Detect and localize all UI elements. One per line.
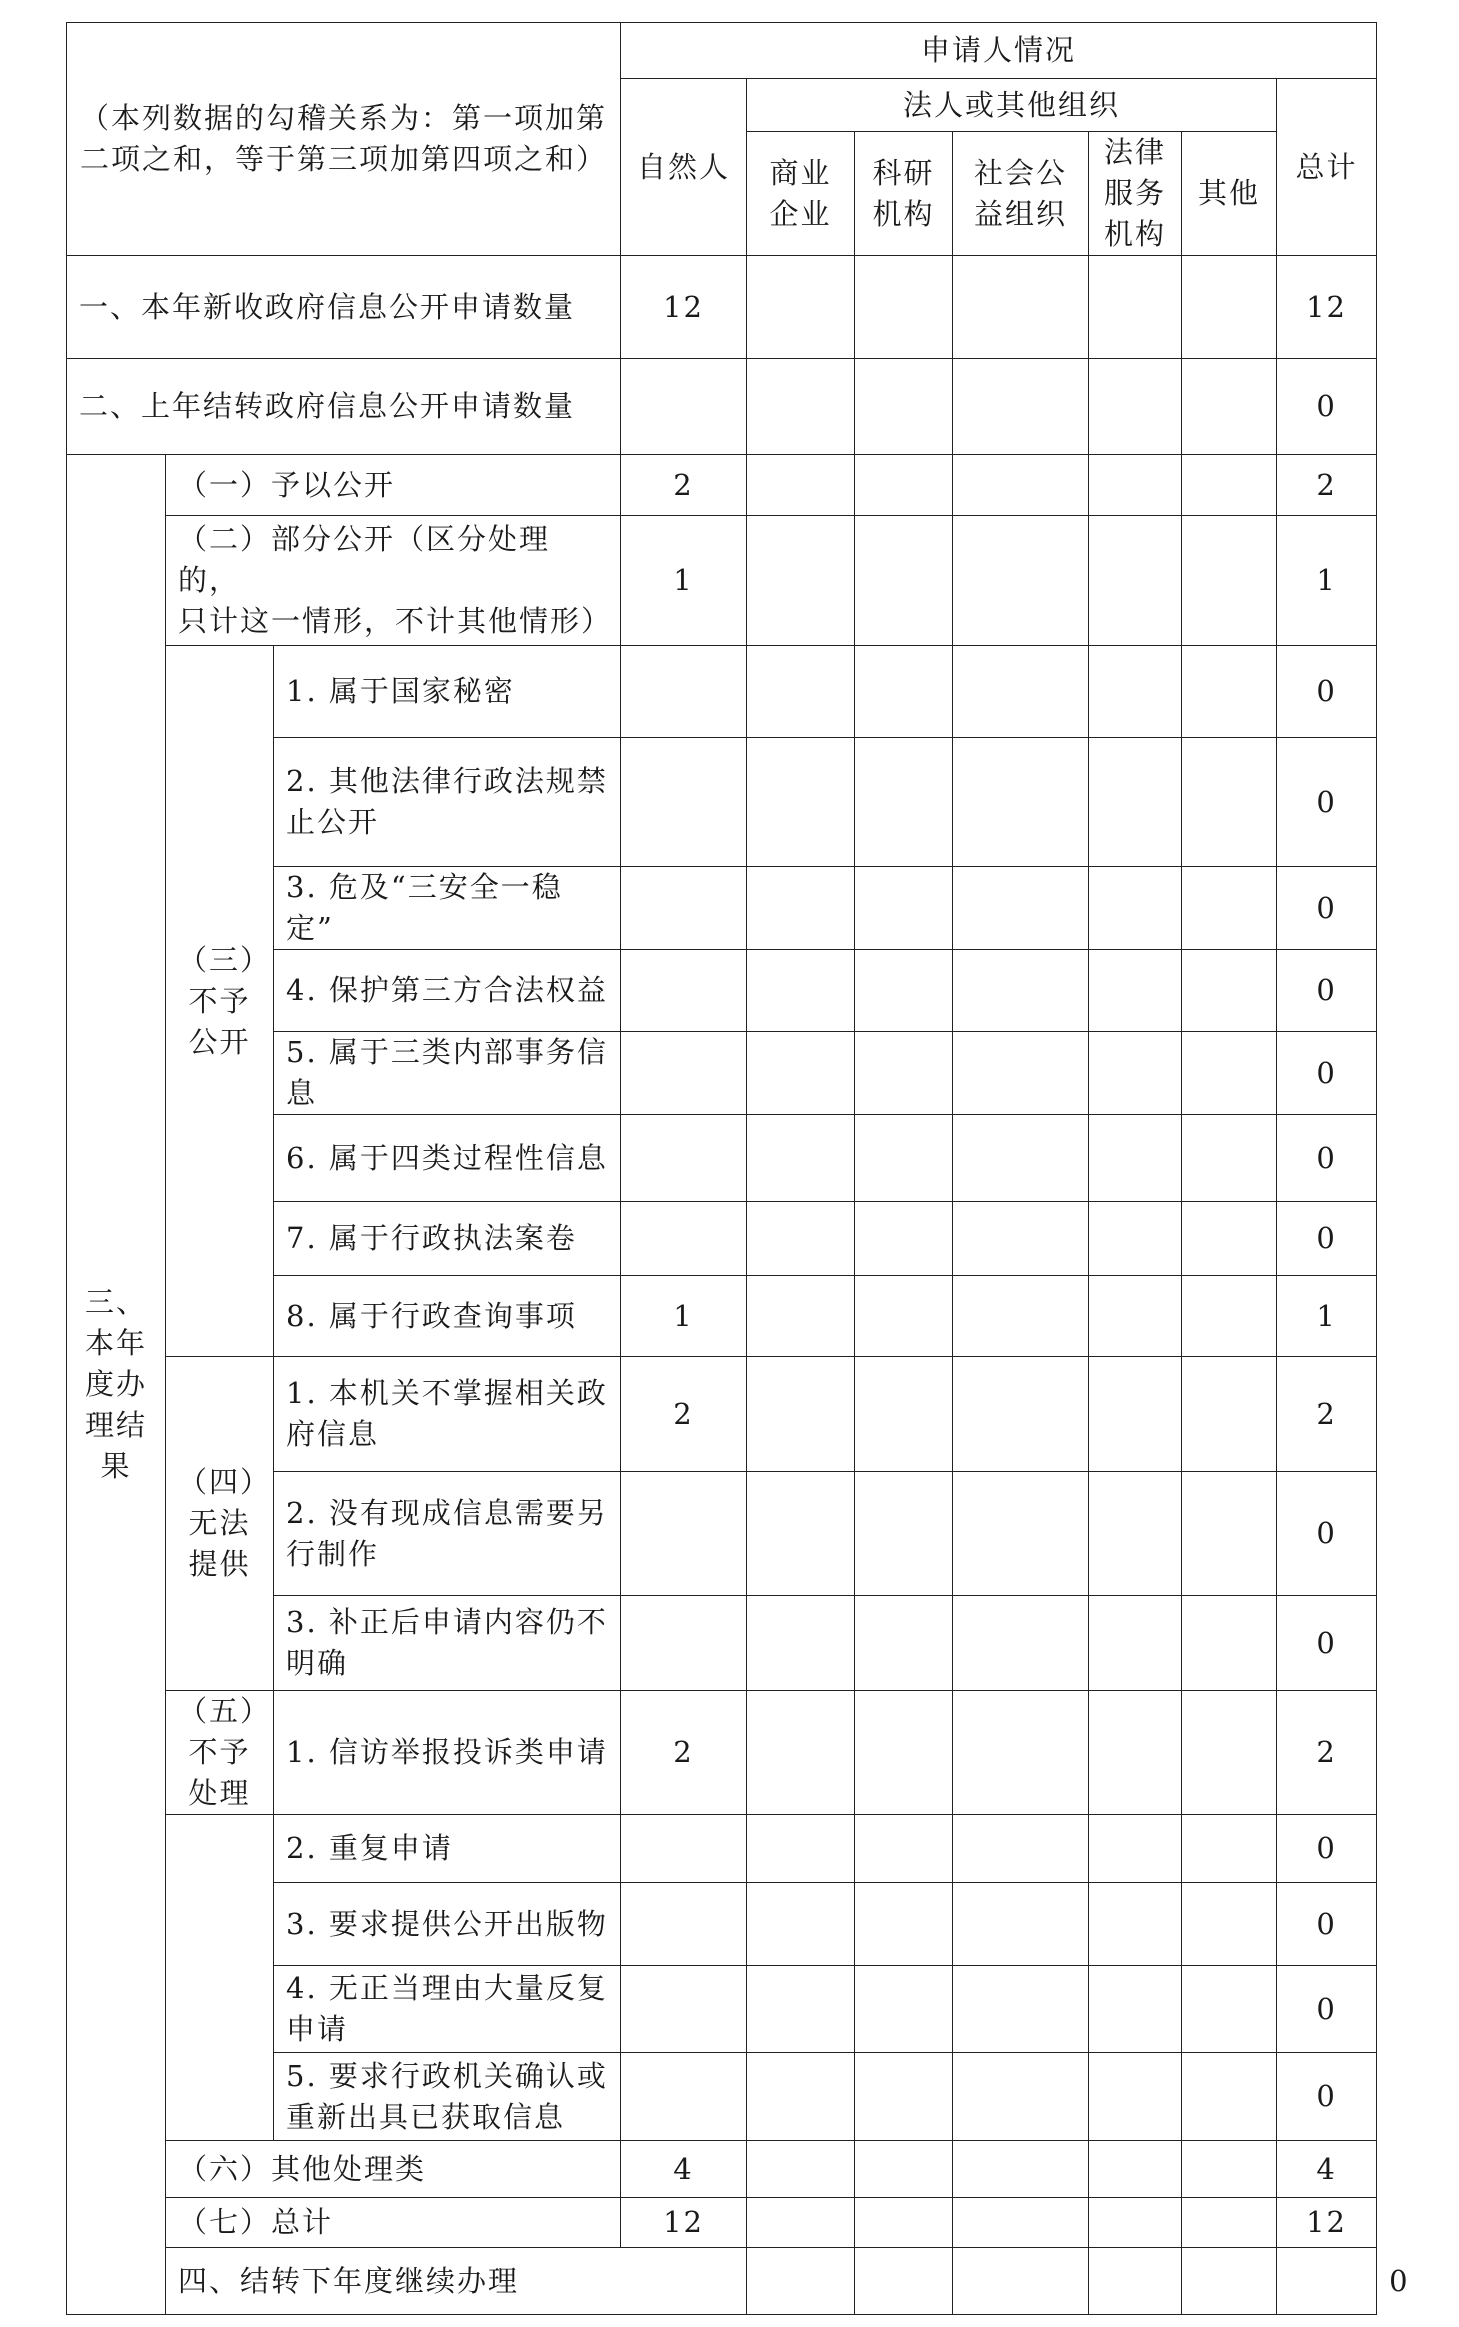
natural-person-value (621, 646, 747, 738)
header-other: 其他 (1182, 132, 1277, 256)
natural-person-value (621, 1596, 747, 1691)
natural-person-value (621, 1472, 747, 1596)
row-label: 1. 信访举报投诉类申请 (274, 1691, 621, 1815)
natural-person-value (621, 1883, 747, 1966)
total-value: 12 (1277, 2198, 1377, 2248)
total-value: 0 (1277, 1202, 1377, 1276)
row-label: 1. 属于国家秘密 (274, 646, 621, 738)
table-row (67, 256, 1377, 359)
natural-person-value (621, 867, 747, 950)
total-value: 2 (1277, 1357, 1377, 1472)
row-label: 二、上年结转政府信息公开申请数量 (67, 359, 621, 455)
header-research: 科研 机构 (855, 132, 953, 256)
total-value: 0 (1277, 646, 1377, 738)
total-value: 2 (1277, 455, 1377, 516)
header-note: （本列数据的勾稽关系为：第一项加第 二项之和，等于第三项加第四项之和） (67, 23, 621, 256)
total-value: 0 (1277, 1883, 1377, 1966)
header-legal-service: 法律 服务 机构 (1089, 132, 1182, 256)
total-value: 0 (1277, 359, 1377, 455)
natural-person-value: 12 (621, 2198, 747, 2248)
natural-person-value (621, 1202, 747, 1276)
natural-person-value: 2 (621, 1691, 747, 1815)
header-applicant-situation: 申请人情况 (621, 23, 1377, 79)
row-label: 8. 属于行政查询事项 (274, 1276, 621, 1357)
natural-person-value: 1 (621, 1276, 747, 1357)
section3-label: 三、 本年 度办 理结 果 (67, 455, 166, 2315)
not-process-group-label: （五） 不予 处理 (166, 1691, 274, 1815)
row-label: 四、结转下年度继续办理 (166, 2248, 747, 2315)
total-value: 0 (1277, 1596, 1377, 1691)
total-value: 0 (1277, 1032, 1377, 1115)
total-value: 12 (1277, 256, 1377, 359)
natural-person-value (621, 950, 747, 1032)
not-public-group-label: （三） 不予 公开 (166, 646, 274, 1357)
total-value: 0 (1277, 2053, 1377, 2141)
total-value: 0 (1277, 867, 1377, 950)
government-info-disclosure-table (66, 22, 1410, 2315)
row-label: 2. 没有现成信息需要另 行制作 (274, 1472, 621, 1596)
row-label: 5. 要求行政机关确认或 重新出具已获取信息 (274, 2053, 621, 2141)
row-label: 7. 属于行政执法案卷 (274, 1202, 621, 1276)
table-row: 四、结转下年度继续办理 0 (67, 2248, 1377, 2315)
cannot-provide-group-label: （四） 无法 提供 (166, 1357, 274, 1691)
table-row (67, 359, 1377, 455)
header-legal-or-other: 法人或其他组织 (747, 79, 1277, 132)
total-value: 0 (1277, 738, 1377, 867)
row-label: （一）予以公开 (166, 455, 621, 516)
header-commercial: 商业 企业 (747, 132, 855, 256)
natural-person-value (621, 2053, 747, 2141)
header-public-welfare: 社会公 益组织 (953, 132, 1089, 256)
natural-person-value: 1 (621, 516, 747, 646)
row-label: 5. 属于三类内部事务信 息 (274, 1032, 621, 1115)
table-row (67, 455, 1377, 516)
row-label: 6. 属于四类过程性信息 (274, 1115, 621, 1202)
natural-person-value (621, 738, 747, 867)
natural-person-value (621, 1966, 747, 2053)
table-row (67, 2141, 1377, 2198)
row-label: 2. 其他法律行政法规禁 止公开 (274, 738, 621, 867)
row-label: 3. 补正后申请内容仍不 明确 (274, 1596, 621, 1691)
natural-person-value (621, 1815, 747, 1883)
table-row (67, 516, 1377, 646)
natural-person-value (621, 359, 747, 455)
total-value: 4 (1277, 2141, 1377, 2198)
table-row (67, 646, 1377, 738)
table-row (67, 1691, 1377, 1815)
total-value: 1 (1277, 516, 1377, 646)
row-label: 2. 重复申请 (274, 1815, 621, 1883)
natural-person-value: 12 (621, 256, 747, 359)
header-total: 总计 (1277, 79, 1377, 256)
total-value: 1 (1277, 1276, 1377, 1357)
header-natural-person: 自然人 (621, 79, 747, 256)
table-row (67, 2198, 1377, 2248)
row-label: 4. 保护第三方合法权益 (274, 950, 621, 1032)
natural-person-value: 2 (621, 1357, 747, 1472)
natural-person-value: 4 (621, 2141, 747, 2198)
row-label: 一、本年新收政府信息公开申请数量 (67, 256, 621, 359)
total-value: 0 (1277, 1115, 1377, 1202)
row-label: 3. 要求提供公开出版物 (274, 1883, 621, 1966)
row-label: 3. 危及“三安全一稳定” (274, 867, 621, 950)
total-value: 2 (1277, 1691, 1377, 1815)
row-label: （七）总计 (166, 2198, 621, 2248)
natural-person-value (621, 1115, 747, 1202)
total-value: 0 (1277, 1966, 1377, 2053)
row-label: （二）部分公开（区分处理的， 只计这一情形，不计其他情形） (166, 516, 621, 646)
natural-person-value (621, 1032, 747, 1115)
table-row (67, 1357, 1377, 1472)
natural-person-value (747, 2248, 855, 2315)
total-value: 0 (1277, 1815, 1377, 1883)
row-label: 4. 无正当理由大量反复 申请 (274, 1966, 621, 2053)
natural-person-value: 2 (621, 455, 747, 516)
total-value: 0 (1277, 1472, 1377, 1596)
total-value: 0 (1277, 950, 1377, 1032)
table-row (67, 1815, 1377, 1883)
row-label: （六）其他处理类 (166, 2141, 621, 2198)
row-label: 1. 本机关不掌握相关政 府信息 (274, 1357, 621, 1472)
not-process-continuation (166, 1815, 274, 2141)
